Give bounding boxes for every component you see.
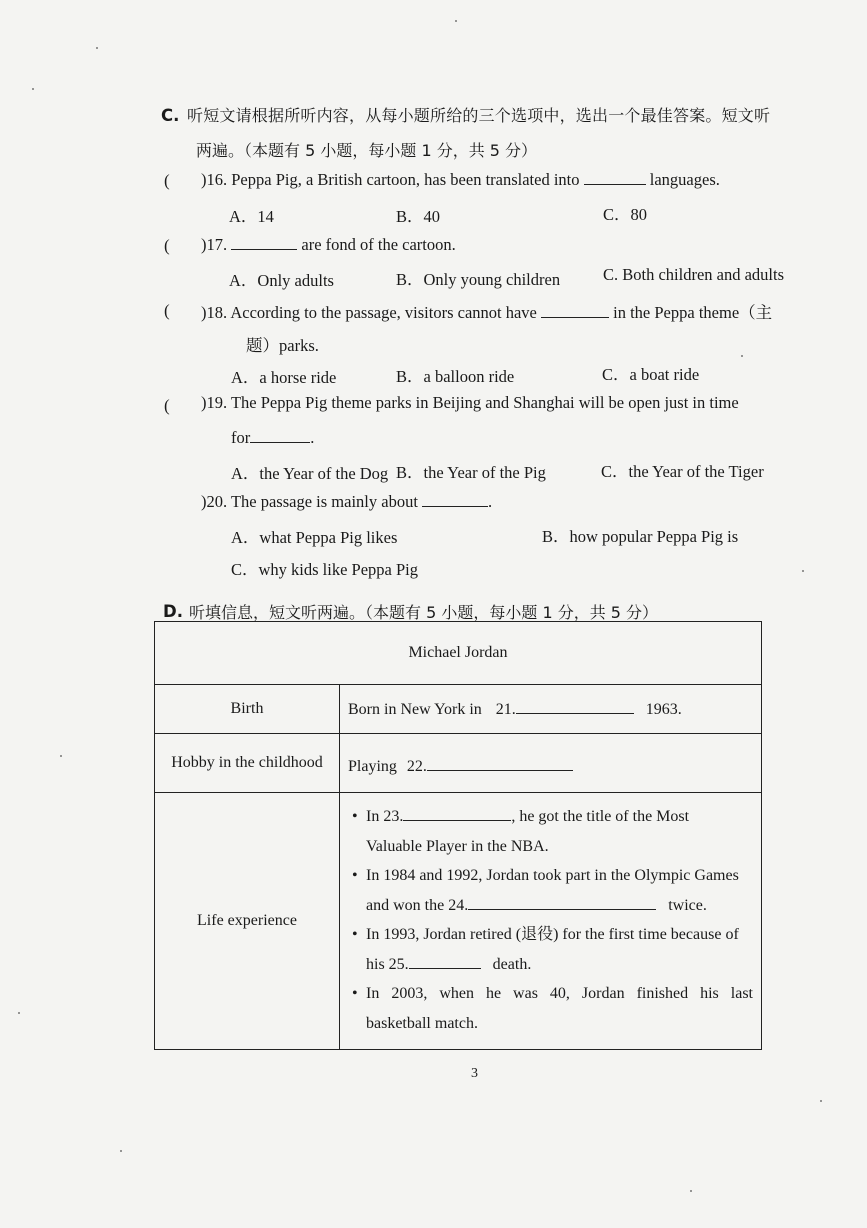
q20-option-a[interactable]: A．what Peppa Pig likes: [231, 528, 398, 547]
q19-option-a[interactable]: A．the Year of the Dog: [231, 464, 389, 483]
birth-cell: [340, 685, 762, 734]
q20-number: 20.: [206, 492, 228, 511]
hobby-cell: [340, 734, 762, 793]
scan-speck: [60, 755, 62, 757]
birth-year: 1963.: [645, 701, 682, 718]
q18-blank: [541, 303, 609, 318]
section-c-label: C.: [161, 106, 180, 125]
q16-answer-paren[interactable]: (: [164, 171, 170, 190]
blank-21[interactable]: [516, 699, 634, 714]
q17-answer-paren[interactable]: (: [164, 236, 170, 255]
q16-option-a[interactable]: A．14: [229, 207, 274, 226]
q16-option-b[interactable]: B．40: [396, 207, 441, 226]
life-label: Life experience: [155, 793, 340, 1050]
blank-24[interactable]: [468, 895, 656, 910]
blank-25[interactable]: [409, 954, 481, 969]
life-cell: [340, 793, 762, 1050]
scan-speck: [802, 570, 804, 572]
q16-stem: [201, 170, 720, 190]
q16-number: 16.: [206, 170, 228, 189]
page-number: 3: [471, 1066, 478, 1081]
blank-21-number: 21.: [495, 701, 516, 718]
q17-blank: [231, 235, 297, 250]
michael-jordan-info-table: [154, 621, 762, 1050]
q19-stem: [201, 393, 739, 413]
q20-option-c[interactable]: C．why kids like Peppa Pig: [231, 560, 419, 579]
q19-close-paren: ): [201, 393, 207, 412]
q19-period: .: [310, 428, 315, 447]
q18-number: 18.: [206, 303, 228, 322]
q17-option-b[interactable]: B．Only young children: [396, 270, 561, 289]
q16-stem-text: Peppa Pig, a British cartoon, has been translated into: [231, 170, 580, 189]
q16-blank: [584, 170, 646, 185]
q17-option-c[interactable]: C. Both children and adults: [603, 265, 785, 284]
q18-option-c[interactable]: C．a boat ride: [602, 365, 700, 384]
hobby-label: Hobby in the childhood: [155, 734, 340, 793]
q18-option-a[interactable]: A．a horse ride: [231, 368, 337, 387]
hobby-text: Playing: [348, 758, 397, 775]
q20-stem: [201, 492, 492, 512]
scan-speck: [741, 355, 743, 357]
section-c-instructions-line1: 听短文请根据所听内容，从每小题所给的三个选项中，选出一个最佳答案。短文听: [187, 106, 771, 125]
list-item: • In 2003, when he was 40, Jordan finished his last basketball match.: [358, 979, 753, 1038]
q18-stem-end: in the Peppa theme（主: [613, 303, 773, 322]
life-experience-list: [340, 794, 761, 1048]
scan-speck: [690, 1190, 692, 1192]
section-d-instructions: 听填信息，短文听两遍。（本题有 5 小题，每小题 1 分，共 5 分）: [189, 603, 659, 622]
q17-option-a[interactable]: A．Only adults: [229, 271, 334, 290]
q20-stem-text: The passage is mainly about: [230, 492, 418, 511]
q20-period: .: [488, 492, 493, 511]
q20-close-paren: ): [201, 492, 207, 511]
q18-stem-line2: 题）parks.: [246, 336, 319, 355]
q18-stem-text: According to the passage, visitors cannot have: [230, 303, 537, 322]
q16-option-c[interactable]: C．80: [603, 205, 648, 224]
q18-stem: [201, 299, 772, 323]
blank-22[interactable]: [427, 756, 573, 771]
q19-answer-paren[interactable]: (: [164, 396, 170, 415]
q17-number: 17.: [206, 235, 228, 254]
scan-speck: [18, 1012, 20, 1014]
q19-option-c[interactable]: C．the Year of the Tiger: [601, 462, 764, 481]
q18-option-b[interactable]: B．a balloon ride: [396, 367, 515, 386]
q16-close-paren: ): [201, 170, 207, 189]
q19-for: for: [231, 428, 251, 447]
blank-24-number: 24.: [448, 896, 469, 914]
birth-text: Born in New York in: [348, 701, 482, 718]
birth-label: Birth: [155, 685, 340, 734]
q19-stem-line2: [231, 428, 314, 448]
q19-blank: [250, 428, 310, 443]
blank-25-number: 25.: [388, 955, 409, 973]
blank-23-number: 23.: [383, 808, 404, 825]
table-header: Michael Jordan: [155, 622, 762, 685]
section-d-label: D.: [163, 602, 183, 621]
q19-option-b[interactable]: B．the Year of the Pig: [396, 463, 546, 482]
table-row-birth: [155, 685, 762, 734]
q17-stem: [201, 235, 456, 255]
table-row-life: [155, 793, 762, 1050]
q19-stem-text: The Peppa Pig theme parks in Beijing and Shanghai will be open just in time: [230, 393, 739, 412]
list-item: • In 1984 and 1992, Jordan took part in the Olympic Games and won the 24. twice.: [358, 861, 753, 920]
q20-blank: [422, 492, 488, 507]
blank-23[interactable]: [403, 806, 511, 821]
q18-answer-paren[interactable]: (: [164, 301, 170, 320]
list-item: • In 1993, Jordan retired (退役) for the first time because of his 25. death.: [358, 920, 753, 979]
section-c-instructions-line2: 两遍。（本题有 5 小题，每小题 1 分，共 5 分）: [196, 141, 538, 160]
q16-stem-end: languages.: [649, 170, 720, 189]
blank-22-number: 22.: [406, 758, 427, 775]
q17-close-paren: ): [201, 235, 207, 254]
list-item: • In 23. , he got the title of the Most Valuable Player in the NBA.: [358, 802, 753, 861]
scan-speck: [120, 1150, 122, 1152]
scan-speck: [820, 1100, 822, 1102]
q20-option-b[interactable]: B．how popular Peppa Pig is: [542, 527, 739, 546]
q18-close-paren: ): [201, 303, 207, 322]
scan-speck: [96, 47, 98, 49]
scan-speck: [32, 88, 34, 90]
table-row-hobby: [155, 734, 762, 793]
q19-number: 19.: [206, 393, 228, 412]
q17-stem-end: are fond of the cartoon.: [301, 235, 456, 254]
scan-speck: [455, 20, 457, 22]
